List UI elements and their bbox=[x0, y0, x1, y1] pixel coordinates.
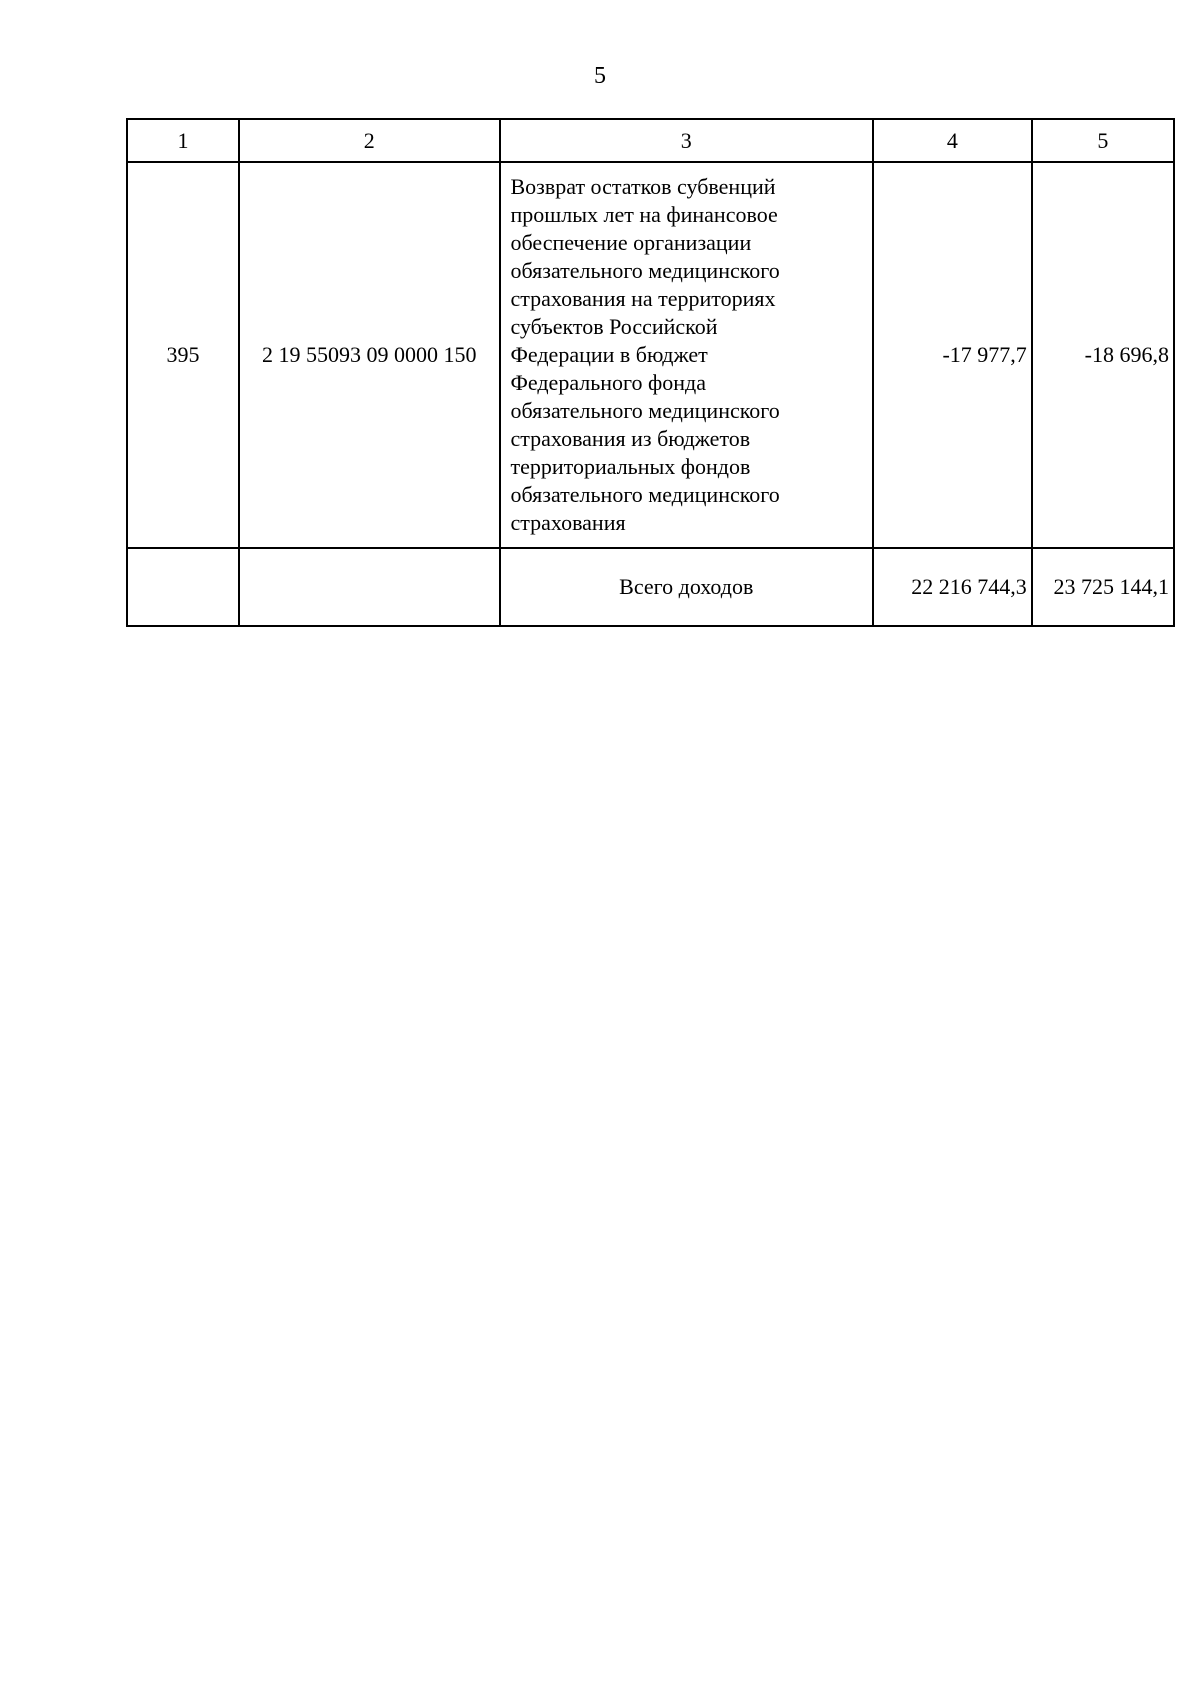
description-line: обязательного медицинского bbox=[510, 258, 780, 283]
header-col-5: 5 bbox=[1032, 119, 1174, 162]
description-line: Возврат остатков субвенций bbox=[510, 174, 776, 199]
budget-code-cell: 2 19 55093 09 0000 150 bbox=[239, 162, 499, 548]
page-number: 5 bbox=[594, 63, 606, 89]
total-col4-cell: 22 216 744,3 bbox=[873, 548, 1032, 626]
value-col5-cell: -18 696,8 bbox=[1032, 162, 1174, 548]
total-code-cell bbox=[239, 548, 499, 626]
total-label-cell: Всего доходов bbox=[500, 548, 874, 626]
description-line: территориальных фондов bbox=[510, 454, 751, 479]
header-col-4: 4 bbox=[873, 119, 1032, 162]
description-line: страхования bbox=[510, 510, 626, 535]
description-line: прошлых лет на финансовое bbox=[510, 202, 778, 227]
description-line: страхования из бюджетов bbox=[510, 426, 751, 451]
total-row bbox=[127, 548, 1174, 626]
description-line: субъектов Российской bbox=[510, 314, 718, 339]
header-col-2: 2 bbox=[239, 119, 499, 162]
description-line: обязательного медицинского bbox=[510, 482, 780, 507]
description-line: Федерации в бюджет bbox=[510, 342, 708, 367]
value-col4-cell: -17 977,7 bbox=[873, 162, 1032, 548]
description-line: обеспечение организации bbox=[510, 230, 752, 255]
row-number-cell: 395 bbox=[127, 162, 239, 548]
description-line: Федерального фонда bbox=[510, 370, 707, 395]
table-header-row bbox=[127, 119, 1174, 162]
header-col-1: 1 bbox=[127, 119, 239, 162]
description-line: обязательного медицинского bbox=[510, 398, 780, 423]
total-col5-cell: 23 725 144,1 bbox=[1032, 548, 1174, 626]
table-row bbox=[127, 162, 1174, 548]
revenue-table bbox=[126, 118, 1175, 627]
description-line: страхования на территориях bbox=[510, 286, 776, 311]
description-cell bbox=[500, 162, 874, 548]
header-col-3: 3 bbox=[500, 119, 874, 162]
total-number-cell bbox=[127, 548, 239, 626]
